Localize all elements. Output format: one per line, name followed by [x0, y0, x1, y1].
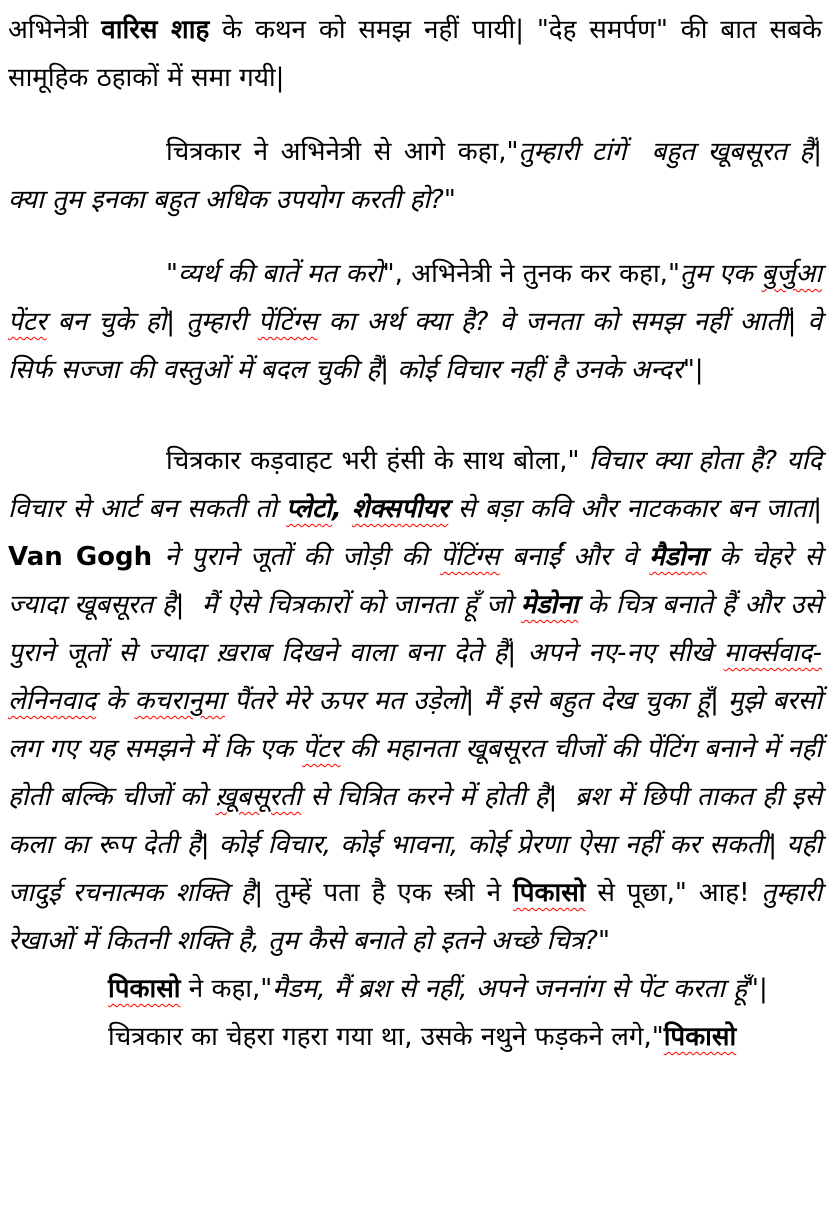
text-run: का अर्थ क्या है? वे जनता को समझ नहीं आतीं| वे सिर्फ सज्जा की वस्तुओं में बदल चुकी हैं| कोई विचार नहीं है उनके अन्दर [8, 307, 831, 385]
misspelled-word: शेक्सपीयर [351, 494, 449, 524]
misspelled-word: कचरानुमा [134, 686, 225, 716]
text-run: से चित्रित करने में होती है| ब्रश में छिपी ताकत ही इसे कला का रूप देती है| कोई विचार, कोई भावना, कोई प्रेरणा ऐसा नहीं कर सकती| यही जादुई रचनात्मक शक्ति है| [8, 782, 831, 908]
document-body[interactable] [8, 6, 831, 1061]
text-run: से बड़ा कवि और नाटककार बन जाता| [448, 494, 831, 524]
misspelled-word: पिकासो [663, 1022, 737, 1052]
misspelled-word: बुर्जुआ [761, 259, 822, 289]
text-run: चित्रकार का चेहरा गहरा गया था, उसके नथुने फड़कने लगे," [108, 1022, 664, 1052]
paragraph-p1 [8, 6, 831, 102]
text-run: के कथन को समझ नहीं पायी| "देह समर्पण" की बात सबके सामूहिक ठहाकों में समा गयी| [8, 15, 831, 93]
text-run: विचार क्या होता है? यदि विचार से आर्ट बन सकती तो [8, 446, 831, 524]
misspelled-word: पेंटर [302, 734, 341, 764]
text-run: के चेहरे से ज्यादा खूबसूरत है| मैं ऐसे चित्रकारों को जानता हूँ जो [8, 542, 831, 620]
text-run: "| [682, 355, 704, 385]
misspelled-word: मेडोना [520, 590, 579, 620]
text-run [822, 259, 830, 289]
text-run: तुम्हारी रेखाओं में कितनी शक्ति है, तुम कैसे बनाते हो इतने अच्छे चित्र? [8, 878, 831, 956]
text-run: " [166, 259, 178, 289]
text-run: बन चुके हो| तुम्हारी [46, 307, 258, 337]
paragraph-p4 [8, 437, 831, 965]
misspelled-word: पेंटिंग्स [440, 542, 500, 572]
text-run: तुम्हारी टांगें बहुत खूबसूरत हैं| क्या तुम इनका बहुत अधिक उपयोग करती हो? [8, 137, 831, 215]
text-run: चित्रकार ने अभिनेत्री से आगे कहा," [166, 137, 519, 167]
misspelled-word: पेंटिंग्स [257, 307, 318, 337]
misspelled-word: मार्क्सवाद-लेनिनवाद [8, 638, 822, 716]
text-run: मैडम, मैं ब्रश से नहीं, अपने जननांग से पेंट करता हूँ [272, 974, 748, 1004]
paragraph-p3 [8, 250, 831, 394]
paragraph-p6 [8, 1013, 822, 1061]
text-run: से पूछा," आह! [585, 878, 762, 908]
misspelled-word: प्लेटो [285, 494, 332, 524]
misspelled-word: पिकासो [108, 974, 181, 1004]
text-run: ने पुराने जूतों की जोड़ी की [152, 542, 441, 572]
text-run: के चित्र बनाते हैं और उसे पुराने जूतों से ज्यादा ख़राब दिखने वाला बना देते हैं| अपने नए-नए सीखे [8, 590, 831, 668]
misspelled-word: मैडोना [649, 542, 707, 572]
misspelled-word: पिकासो [513, 878, 586, 908]
text-run: "| [747, 974, 768, 1004]
text-run: के [96, 686, 135, 716]
text-run: " [597, 926, 610, 956]
text-run: ", अभिनेत्री ने तुनक कर कहा," [382, 259, 680, 289]
text-run: तुम्हें पता है एक स्त्री ने [275, 878, 513, 908]
text-run: तुम एक [679, 259, 762, 289]
text-run: " [443, 185, 456, 215]
text-run: , [331, 494, 352, 524]
paragraph-p2 [8, 128, 831, 224]
text-run: बनाईं और वे [499, 542, 650, 572]
text-run: चित्रकार कड़वाहट भरी हंसी के साथ बोला," [166, 446, 580, 476]
text-run: अभिनेत्री [8, 15, 102, 45]
misspelled-word: पेंटर [8, 307, 47, 337]
text-run: पैंतरे मेरे ऊपर मत उड़ेलो| मैं इसे बहुत देख चुका हूँ| मुझे बरसों लग गए यह समझने में कि एक [8, 686, 831, 764]
text-run: वारिस शाह [101, 15, 210, 45]
text-run: ने कहा," [180, 974, 273, 1004]
text-run: Van Gogh [8, 542, 153, 572]
text-run: की महानता खूबसूरत चीजों की पेंटिंग बनाने में नहीं होती बल्कि चीजों को [8, 734, 831, 812]
misspelled-word: ख़ूबसूरती [215, 782, 302, 812]
text-run: व्यर्थ की बातें मत करो [177, 259, 383, 289]
paragraph-p5 [8, 965, 822, 1013]
